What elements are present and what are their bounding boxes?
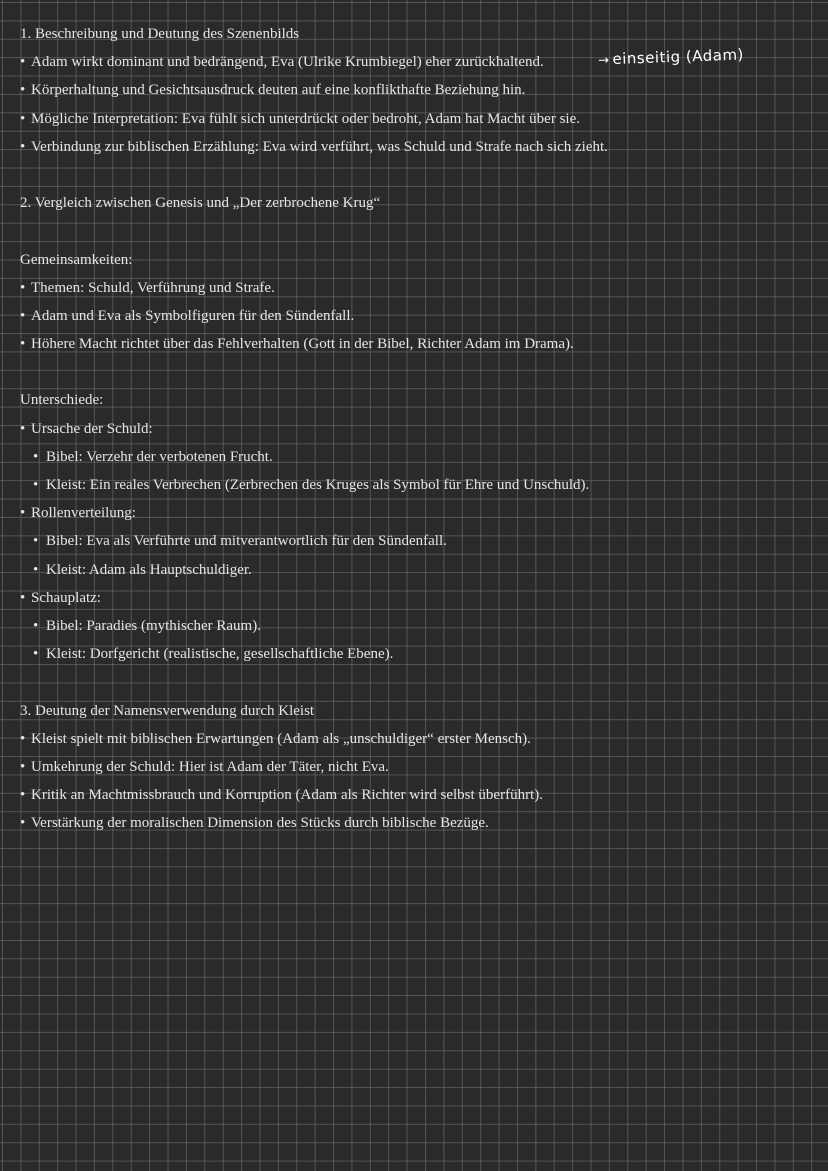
bullet-glyph: • [20,730,26,747]
list-item [20,302,810,330]
differences-heading: Unterschiede: [20,392,104,409]
sub-list-item [20,556,810,584]
list-item [20,781,810,809]
list-item-text: Höhere Macht richtet über das Fehlverhalten (Gott in der Bibel, Richter Adam im Drama). [31,336,574,353]
list-item-text: Kleist: Adam als Hauptschuldiger. [46,561,252,578]
bullet-glyph: • [33,617,39,634]
bullet-glyph: • [20,589,26,606]
spacer [20,358,810,386]
sub-list-item [20,471,810,499]
bullet-glyph: • [20,336,26,353]
list-item-text: Bibel: Verzehr der verbotenen Frucht. [46,448,273,465]
list-item-text: Adam wirkt dominant und bedrängend, Eva (Ulrike Krumbiegel) eher zurückhaltend. [31,54,544,71]
list-item-text: Adam und Eva als Symbolfiguren für den Sündenfall. [31,307,355,324]
list-item-text: Körperhaltung und Gesichtsausdruck deuten auf eine konflikthafte Beziehung hin. [31,82,526,99]
list-item-text: Kleist spielt mit biblischen Erwartungen (Adam als „unschuldiger“ erster Mensch). [31,730,531,747]
list-item [20,330,810,358]
list-item-text: Rollenverteilung: [31,505,136,522]
list-item [20,809,810,837]
list-item-text: Umkehrung der Schuld: Hier ist Adam der Täter, nicht Eva. [31,758,389,775]
sub-list-item [20,640,810,668]
bullet-glyph: • [20,54,26,71]
sub-list-item [20,612,810,640]
list-item-text: Ursache der Schuld: [31,420,153,437]
bullet-glyph: • [20,138,26,155]
bullet-glyph: • [20,82,26,99]
bullet-glyph: • [20,110,26,127]
list-item [20,753,810,781]
list-item-text: Mögliche Interpretation: Eva fühlt sich unterdrückt oder bedroht, Adam hat Macht über sie. [31,110,581,127]
list-item [20,415,810,443]
list-item [20,133,810,161]
list-item [20,499,810,527]
spacer [20,161,810,189]
bullet-glyph: • [33,533,39,550]
bullet-glyph: • [20,758,26,775]
notes-page [20,20,810,837]
list-item-text: Themen: Schuld, Verführung und Strafe. [31,279,275,296]
bullet-glyph: • [20,420,26,437]
list-item [20,725,810,753]
bullet-glyph: • [20,787,26,804]
bullet-glyph: • [20,505,26,522]
bullet-glyph: • [33,646,39,663]
list-item [20,584,810,612]
bullet-glyph: • [20,307,26,324]
common-heading: Gemeinsamkeiten: [20,251,133,268]
section-1-heading: 1. Beschreibung und Deutung des Szenenbilds [20,26,300,42]
list-item-text: Kritik an Machtmissbrauch und Korruption (Adam als Richter wird selbst überführt). [31,787,543,804]
list-item [20,105,810,133]
sub-list-item [20,443,810,471]
list-item-text: Verbindung zur biblischen Erzählung: Eva wird verführt, was Schuld und Strafe nach sich zieht. [31,138,608,155]
bullet-glyph: • [33,448,39,465]
spacer [20,217,810,245]
sub-list-item [20,527,810,555]
list-item-text: Kleist: Dorfgericht (realistische, gesellschaftliche Ebene). [46,646,394,663]
bullet-glyph: • [33,561,39,578]
bullet-glyph: • [20,279,26,296]
spacer [20,668,810,696]
arrow-right-icon: → [597,53,610,69]
list-item-text: Verstärkung der moralischen Dimension des Stücks durch biblische Bezüge. [31,815,489,832]
list-item-text: Schauplatz: [31,589,101,606]
list-item-text: Bibel: Paradies (mythischer Raum). [46,617,261,634]
list-item [20,274,810,302]
bullet-glyph: • [33,477,39,493]
list-item-text: Bibel: Eva als Verführte und mitverantwortlich für den Sündenfall. [46,533,447,550]
handwritten-note-text: einseitig (Adam) [612,45,745,69]
list-item-text: Kleist: Ein reales Verbrechen (Zerbrechen des Kruges als Symbol für Ehre und Unschuld). [46,477,590,493]
section-2-heading: 2. Vergleich zwischen Genesis und „Der zerbrochene Krug“ [20,195,381,212]
bullet-glyph: • [20,815,26,832]
list-item [20,76,810,104]
section-3-heading: 3. Deutung der Namensverwendung durch Kleist [20,702,315,719]
